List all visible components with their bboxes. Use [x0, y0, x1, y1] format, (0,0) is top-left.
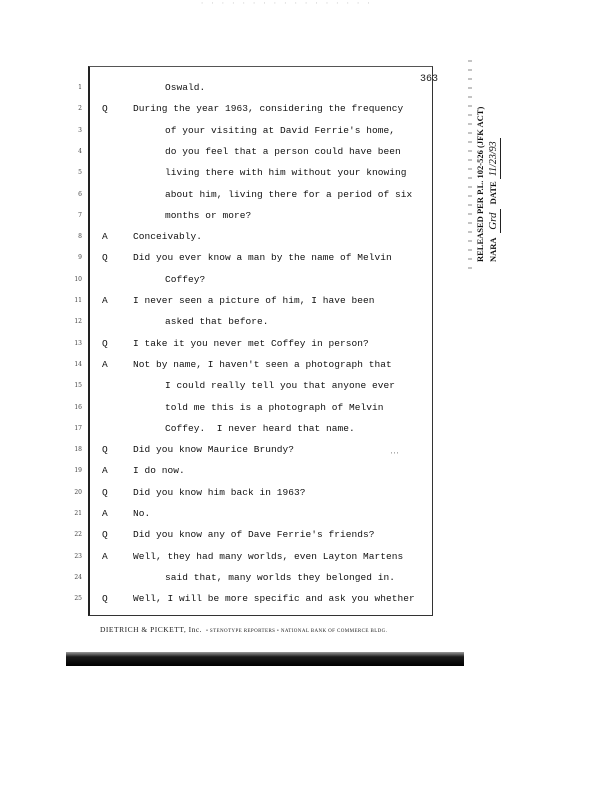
line-text: Coffey. I never heard that name.	[165, 422, 355, 434]
line-number: 17	[74, 424, 82, 432]
line-text: Did you ever know a man by the name of Melvin	[133, 252, 392, 264]
line-number: 4	[78, 147, 82, 155]
line-number: 1	[78, 84, 82, 91]
line-number: 16	[74, 403, 82, 411]
footer-firm: DIETRICH & PICKETT, Inc.	[100, 625, 203, 634]
line-number: 11	[74, 297, 82, 304]
line-text: living there with him without your knowing	[165, 167, 407, 179]
speaker-label: Q	[102, 103, 108, 115]
speaker-label: Q	[102, 593, 108, 605]
line-text: do you feel that a person could have been	[165, 145, 401, 157]
speaker-label: A	[102, 358, 108, 370]
line-text: Did you know any of Dave Ferrie's friends?	[133, 529, 375, 541]
scan-edge-marks	[468, 60, 472, 270]
line-text: During the year 1963, considering the frequency	[133, 103, 404, 115]
line-text: Well, they had many worlds, even Layton Martens	[133, 550, 404, 562]
line-text: Oswald.	[165, 82, 206, 93]
line-text: told me this is a photograph of Melvin	[165, 401, 384, 413]
line-text: about him, living there for a period of six	[165, 188, 413, 200]
line-number: 20	[74, 488, 82, 496]
line-number: 8	[78, 233, 82, 241]
line-text: I could really tell you that anyone ever	[165, 380, 396, 392]
line-number: 22	[74, 531, 82, 539]
line-number: 21	[74, 510, 82, 517]
speaker-label: A	[102, 231, 108, 243]
line-number: 5	[78, 169, 82, 177]
line-number: 15	[74, 382, 82, 390]
line-text: No.	[133, 508, 151, 519]
stamp-release-line: RELEASED PER P.L. 102-526 (JFK ACT)	[475, 106, 485, 262]
line-text: I take it you never met Coffey in person?	[133, 337, 369, 349]
speaker-label: Q	[102, 337, 108, 349]
line-number: 6	[78, 190, 82, 198]
speaker-label: A	[102, 295, 108, 306]
stamp-nara-line	[487, 32, 501, 262]
stamp-signature: Grd	[487, 209, 501, 232]
footer-services: • STENOTYPE REPORTERS • NATIONAL BANK OF COMMERCE BLDG.	[206, 629, 388, 634]
line-number: 7	[78, 211, 82, 219]
stray-mark: '''	[390, 452, 400, 458]
line-number: 3	[78, 126, 82, 134]
line-text: Did you know him back in 1963?	[133, 486, 306, 498]
line-number: 23	[74, 552, 82, 560]
line-number: 24	[74, 573, 82, 581]
line-text: Did you know Maurice Brundy?	[133, 444, 295, 456]
line-text: Not by name, I haven't seen a photograph that	[133, 358, 392, 370]
line-number: 14	[74, 360, 82, 368]
line-number: 2	[78, 105, 82, 113]
line-text: I do now.	[133, 465, 185, 477]
speaker-label: A	[102, 550, 108, 562]
stamp-date: 11/23/93	[487, 138, 501, 179]
line-number: 18	[74, 446, 82, 454]
line-number: 19	[74, 467, 82, 475]
line-text: of your visiting at David Ferrie's home,	[165, 124, 396, 136]
line-text: said that, many worlds they belonged in.	[165, 571, 396, 583]
speaker-label: Q	[102, 486, 108, 498]
line-text: Coffey?	[165, 273, 206, 285]
speaker-label: Q	[102, 444, 108, 456]
page-number: 363	[420, 74, 439, 85]
scan-black-bar	[66, 652, 464, 666]
stamp-nara-label: NARA	[488, 237, 498, 262]
speaker-label: Q	[102, 252, 108, 264]
line-text: Conceivably.	[133, 231, 203, 243]
speaker-label: A	[102, 465, 108, 477]
line-number: 10	[74, 275, 82, 283]
stamp-date-label: DATE	[488, 181, 498, 205]
top-smudge: · · · · · · · · · · · · · · · · ·	[200, 0, 372, 8]
line-text: I never seen a picture of him, I have been	[133, 295, 375, 306]
line-number: 12	[74, 318, 82, 326]
line-number: 9	[78, 254, 82, 262]
speaker-label: Q	[102, 529, 108, 541]
line-number: 25	[74, 595, 82, 603]
line-text: Well, I will be more specific and ask you whether	[133, 593, 415, 605]
line-text: asked that before.	[165, 316, 269, 328]
reporter-footer	[100, 619, 387, 637]
speaker-label: A	[102, 508, 108, 519]
line-number: 13	[74, 339, 82, 347]
line-text: months or more?	[165, 209, 252, 221]
release-stamp	[474, 32, 514, 262]
